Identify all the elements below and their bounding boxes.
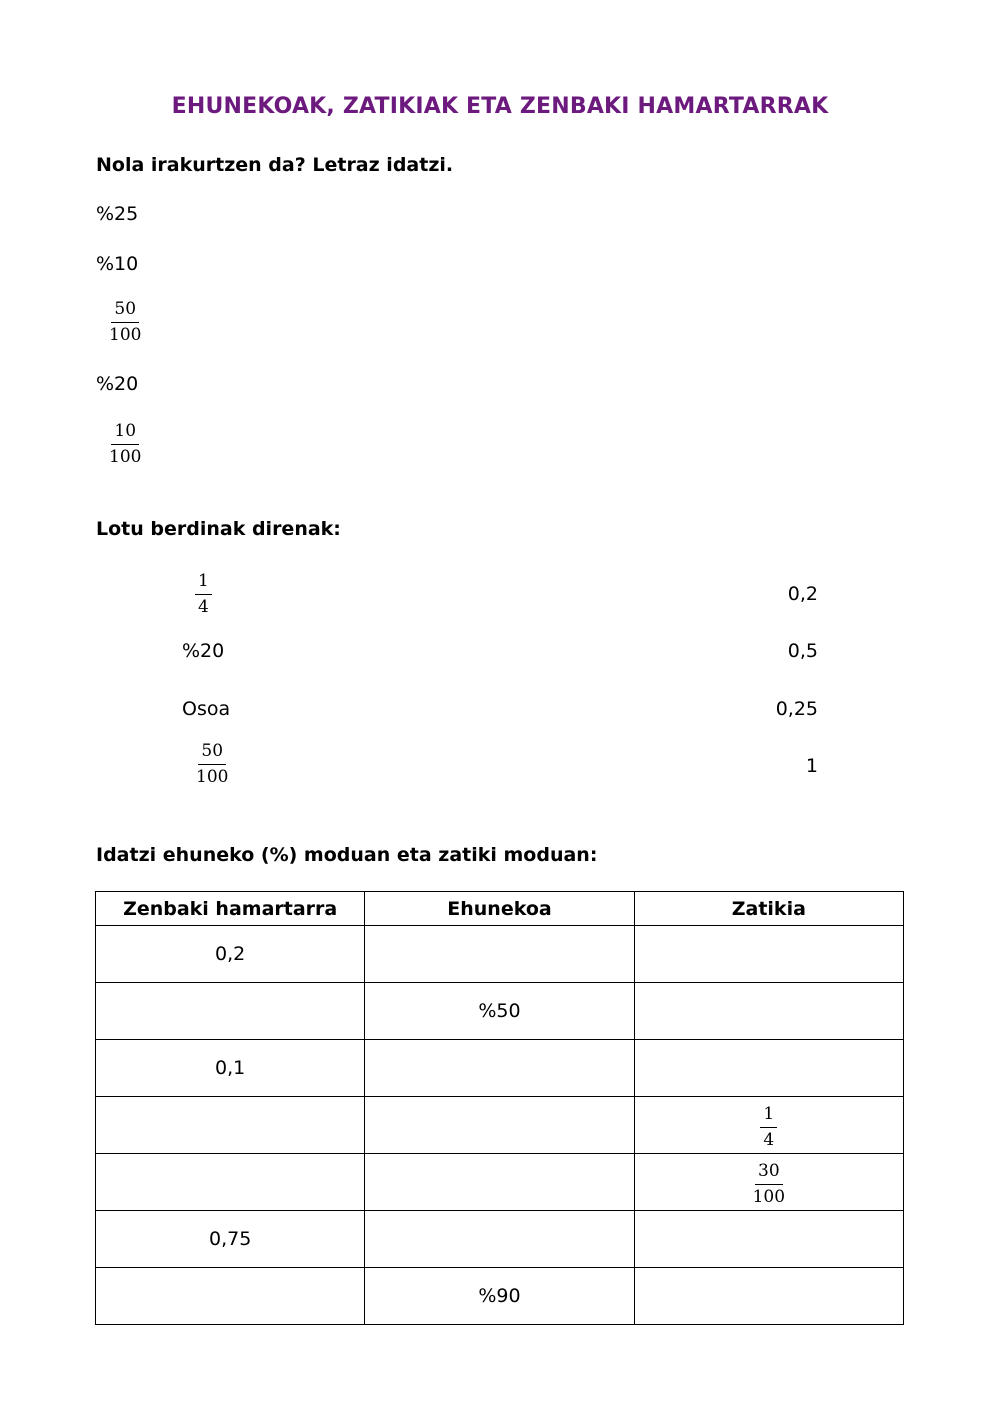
cell-fraction[interactable] [634,1211,903,1268]
fraction-numerator: 10 [111,423,139,445]
cell-decimal[interactable] [96,983,365,1040]
table-header-row [96,892,904,926]
cell-fraction[interactable] [634,1097,903,1154]
fraction-numerator: 30 [755,1163,783,1185]
cell-decimal[interactable]: 0,1 [96,1040,365,1097]
column-header-decimal: Zenbaki hamartarra [96,892,365,926]
cell-percent[interactable] [365,1097,634,1154]
cell-percent[interactable] [365,926,634,983]
cell-fraction[interactable] [634,1154,903,1211]
cell-percent[interactable] [365,1211,634,1268]
table-row [96,1154,904,1211]
match-left-2: %20 [182,640,225,662]
fraction-numerator: 1 [760,1106,777,1128]
cell-fraction-value [752,1160,786,1207]
fraction-denominator: 100 [109,325,142,345]
cell-decimal[interactable] [96,1097,365,1154]
cell-fraction[interactable] [634,1040,903,1097]
cell-percent[interactable]: %90 [365,1268,634,1325]
section3-heading: Idatzi ehuneko (%) moduan eta zatiki moduan: [96,844,598,866]
match-left-3: Osoa [182,698,231,720]
table-row [96,1268,904,1325]
fraction-denominator: 4 [198,597,209,617]
fraction-numerator: 50 [111,301,139,323]
match-right-1: 0,2 [787,583,818,605]
table-row [96,983,904,1040]
cell-fraction[interactable] [634,983,903,1040]
table-row [96,1097,904,1154]
fraction-denominator: 100 [196,767,229,787]
cell-fraction-value [760,1103,777,1150]
read-item-2: %10 [96,253,139,275]
table-row [96,926,904,983]
fraction-numerator: 50 [198,743,226,765]
table-row [96,1211,904,1268]
cell-fraction[interactable] [634,1268,903,1325]
cell-decimal[interactable] [96,1268,365,1325]
section2-heading: Lotu berdinak direnak: [96,518,341,540]
read-item-1: %25 [96,203,139,225]
fraction-numerator: 1 [195,573,212,595]
table-row [96,1040,904,1097]
read-item-4: %20 [96,373,139,395]
cell-percent[interactable] [365,1040,634,1097]
read-item-3-fraction [109,301,141,344]
column-header-percent: Ehunekoa [365,892,634,926]
column-header-fraction: Zatikia [634,892,903,926]
read-item-5-fraction [109,423,141,466]
cell-percent[interactable] [365,1154,634,1211]
fraction-denominator: 100 [109,447,142,467]
match-left-1-fraction [195,573,212,616]
cell-decimal[interactable] [96,1154,365,1211]
fraction-denominator: 4 [763,1129,775,1150]
conversion-table [95,891,904,1325]
cell-decimal[interactable]: 0,2 [96,926,365,983]
section1-heading: Nola irakurtzen da? Letraz idatzi. [96,154,454,176]
match-right-2: 0,5 [787,640,818,662]
match-right-4: 1 [805,755,818,777]
cell-percent[interactable]: %50 [365,983,634,1040]
match-right-3: 0,25 [775,698,818,720]
cell-fraction[interactable] [634,926,903,983]
fraction-denominator: 100 [752,1186,786,1207]
match-left-4-fraction [196,743,228,786]
page-title: EHUNEKOAK, ZATIKIAK ETA ZENBAKI HAMARTARRAK [171,94,829,119]
cell-decimal[interactable]: 0,75 [96,1211,365,1268]
